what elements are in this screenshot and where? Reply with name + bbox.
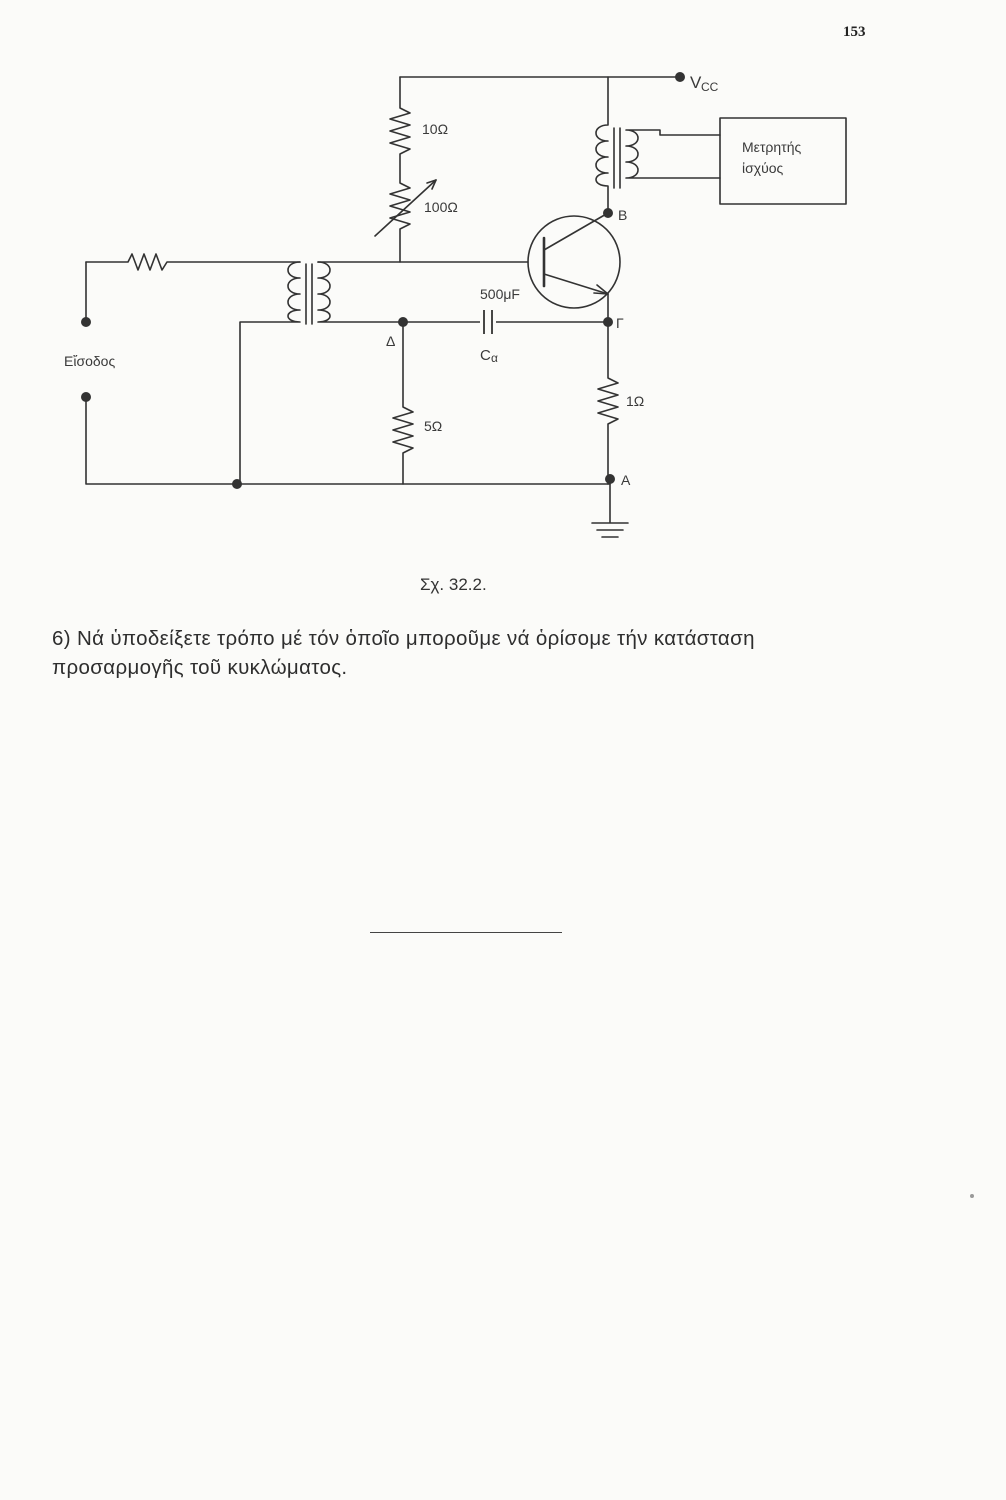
node-b-label: Β [618, 207, 628, 223]
r-var-label: 100Ω [424, 199, 458, 215]
question-text: 6) Νά ὑποδείξετε τρόπο μέ τόν ὁποῖο μποροῦμε νά ὁρίσομε τήν κατάσταση προσαρμογῆς τοῦ κυκλώματος. [52, 627, 755, 679]
cap-name-subscript: α [491, 351, 498, 365]
input-terminal-top [81, 317, 91, 327]
transformer-secondary-coil [318, 262, 608, 322]
circuit-diagram [0, 0, 1006, 560]
resistor-10ohm [390, 77, 410, 262]
figure-caption: Σχ. 32.2. [420, 575, 487, 594]
input-terminal-bottom [81, 392, 91, 402]
output-transformer-secondary [626, 130, 720, 178]
node-d-dot [398, 317, 408, 327]
output-transformer-primary [596, 77, 608, 213]
input-transformer-core [306, 264, 312, 324]
ground-symbol [592, 484, 628, 537]
r-bottom-label: 5Ω [424, 418, 443, 434]
r-top-label: 10Ω [422, 121, 449, 137]
node-d-label: Δ [386, 333, 396, 349]
node-a-label: Α [621, 472, 631, 488]
input-resistor [86, 254, 300, 270]
node-a-dot [605, 474, 615, 484]
output-transformer-core [614, 128, 620, 188]
resistor-5ohm [393, 322, 413, 484]
meter-label-line1: Μετρητής [742, 139, 802, 155]
stray-mark [970, 1194, 974, 1198]
cap-value-label: 500μF [480, 286, 520, 302]
cap-name-label: C [480, 347, 491, 364]
vcc-subscript: CC [701, 80, 719, 94]
section-divider [370, 932, 562, 933]
meter-label-line2: ἰσχύος [742, 160, 784, 176]
r-emitter-label: 1Ω [626, 393, 645, 409]
vcc-terminal [675, 72, 685, 82]
node-b-dot [603, 208, 613, 218]
page-number: 153 [843, 24, 866, 40]
node-g-label: Γ [616, 315, 624, 331]
transformer-primary-coil [240, 262, 300, 484]
input-label: Εἴσοδος [64, 353, 116, 369]
vcc-label: V [690, 73, 702, 92]
node-g-dot [603, 317, 613, 327]
ground-junction-dot [232, 479, 242, 489]
